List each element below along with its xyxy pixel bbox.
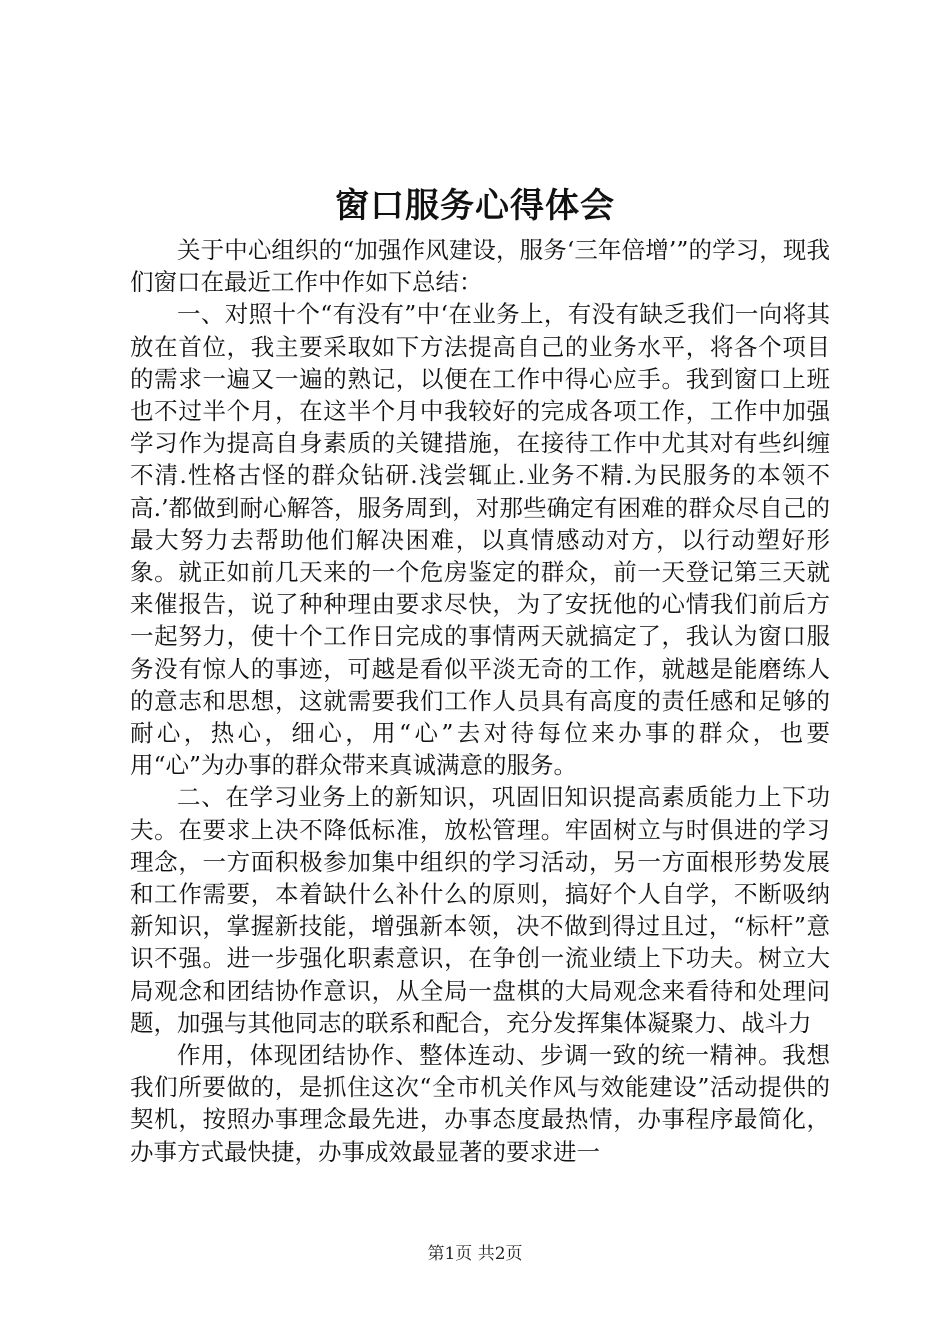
paragraph-section-two: 二、在学习业务上的新知识，巩固旧知识提高素质能力上下功夫。在要求上决不降低标准，放松管理。牢固树立与时俱进的学习理念，一方面积极参加集中组织的学习活动，另一方面根形势发展和工作需要，本着缺什么补什么的原则，搞好个人自学，不断吸纳新知识，掌握新技能，增强新本领，决不做到得过且过，“标杆”意识不强。进一步强化职素意识，在争创一流业绩上下功夫。树立大局观念和团结协作意识，从全局一盘棋的大局观念来看待和处理问题，加强与其他同志的联系和配合，充分发挥集体凝聚力、战斗力 <box>130 783 830 1037</box>
paragraph-section-one: 一、对照十个“有没有”中‘在业务上，有没有缺乏我们一向将其放在首位，我主要采取如下方法提高自己的业务水平，将各个项目的需求一遍又一遍的熟记，以便在工作中得心应手。我到窗口上班也不过半个月，在这半个月中我较好的完成各项工作，工作中加强学习作为提高自身素质的关键措施，在接待工作中尤其对有些纠缠不清.性格古怪的群众钻研.浅尝辄止.业务不精.为民服务的本领不高.’都做到耐心解答，服务周到，对那些确定有困难的群众尽自己的最大努力去帮助他们解决困难，以真情感动对方，以行动塑好形象。就正如前几天来的一个危房鉴定的群众，前一天登记第三天就来催报告，说了种种理由要求尽快，为了安抚他的心情我们前后方一起努力，使十个工作日完成的事情两天就搞定了，我认为窗口服务没有惊人的事迹，可越是看似平淡无奇的工作，就越是能磨练人的意志和思想，这就需要我们工作人员具有高度的责任感和足够的耐心，热心，细心，用“心”去对待每位来办事的群众，也要用“心”为办事的群众带来真诚满意的服务。 <box>130 300 830 780</box>
page-number-footer: 第1页 共2页 <box>427 1244 523 1264</box>
paragraph-intro: 关于中心组织的“加强作风建设，服务‘三年倍增’”的学习，现我们窗口在最近工作中作如下总结： <box>130 236 830 297</box>
paragraph-continuation: 作用，体现团结协作、整体连动、步调一致的统一精神。我想我们所要做的，是抓住这次“全市机关作风与效能建设”活动提供的契机，按照办事理念最先进，办事态度最热情，办事程序最简化，办事方式最快捷，办事成效最显著的要求进一 <box>130 1041 830 1166</box>
document-title: 窗口服务心得体会 <box>335 186 615 226</box>
document-body <box>130 234 830 1168</box>
